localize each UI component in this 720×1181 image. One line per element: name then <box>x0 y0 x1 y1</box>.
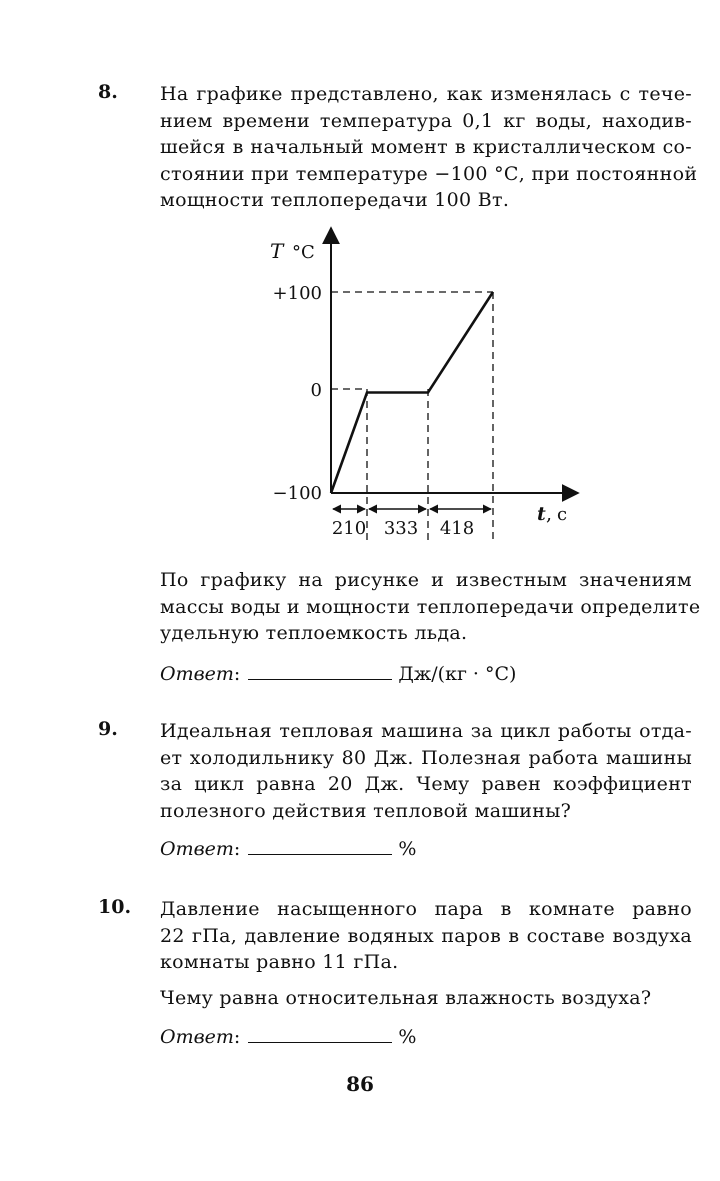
problem-9-line: ет холодильнику 80 Дж. Полезная работа машины <box>160 746 692 769</box>
problem-9-number: 9. <box>98 718 118 740</box>
problem-10-line: комнаты равно 11 гПа. <box>160 951 399 973</box>
answer-label: Ответ <box>160 838 234 860</box>
problem-10-number: 10. <box>98 896 132 918</box>
y-tick-label: +100 <box>272 283 322 304</box>
problem-9-line: Идеальная тепловая машина за цикл работы отда- <box>160 720 692 742</box>
problem-8-question-line: массы воды и мощности теплопередачи определите <box>160 595 701 618</box>
problem-8-question <box>160 567 701 647</box>
answer-unit: % <box>398 838 417 860</box>
problem-10-question-line: Чему равна относительная влажность воздуха? <box>160 987 652 1009</box>
problem-10-line: 22 гПа, давление водяных паров в составе воздуха <box>160 924 692 947</box>
problem-9-text <box>160 718 692 824</box>
problem-8-number: 8. <box>98 81 118 103</box>
problem-8-question-line: По графику на рисунке и известным значениям <box>160 569 692 591</box>
x-axis-label: t <box>537 503 546 525</box>
problem-8-question-line: удельную теплоемкость льда. <box>160 622 468 644</box>
problem-8-line: шейся в начальный момент в кристаллическом со- <box>160 136 692 158</box>
page-number: 86 <box>346 1072 374 1096</box>
problem-8-line: нием времени температура 0,1 кг воды, находив- <box>160 109 692 132</box>
interval-label: 210 <box>331 518 367 539</box>
answer-unit: % <box>398 1026 417 1048</box>
problem-9-answer: Ответ: % <box>160 838 417 860</box>
answer-unit: Дж/(кг · °С) <box>398 663 517 685</box>
interval-label: 333 <box>383 518 419 539</box>
answer-blank[interactable] <box>248 1041 392 1043</box>
problem-10-answer: Ответ: % <box>160 1026 417 1048</box>
y-tick-label: 0 <box>310 380 322 401</box>
problem-9-line: за цикл равна 20 Дж. Чему равен коэффициент <box>160 773 692 795</box>
x-axis-comma: , <box>546 503 553 525</box>
problem-9-line: полезного действия тепловой машины? <box>160 799 572 822</box>
series-line <box>331 292 493 493</box>
answer-label: Ответ <box>160 1026 234 1048</box>
y-axis-unit: °С <box>292 242 315 263</box>
answer-label: Ответ <box>160 663 234 685</box>
problem-8-answer: Ответ: Дж/(кг · °С) <box>160 663 517 685</box>
x-axis-unit: с <box>557 504 568 525</box>
interval-label: 418 <box>439 518 475 539</box>
problem-8-line: стоянии при температуре −100 °С, при постоянной <box>160 162 698 185</box>
problem-10-question <box>160 985 692 1012</box>
problem-8-line: На графике представлено, как изменялась с тече- <box>160 83 692 105</box>
problem-10-line: Давление насыщенного пара в комнате равно <box>160 898 692 920</box>
temperature-time-chart <box>0 0 720 560</box>
y-tick-label: −100 <box>272 483 322 504</box>
answer-blank[interactable] <box>248 853 392 855</box>
answer-blank[interactable] <box>248 678 392 680</box>
y-axis-label: T <box>270 239 284 263</box>
problem-10-text <box>160 896 692 976</box>
problem-8-line: мощности теплопередачи 100 Вт. <box>160 189 510 211</box>
